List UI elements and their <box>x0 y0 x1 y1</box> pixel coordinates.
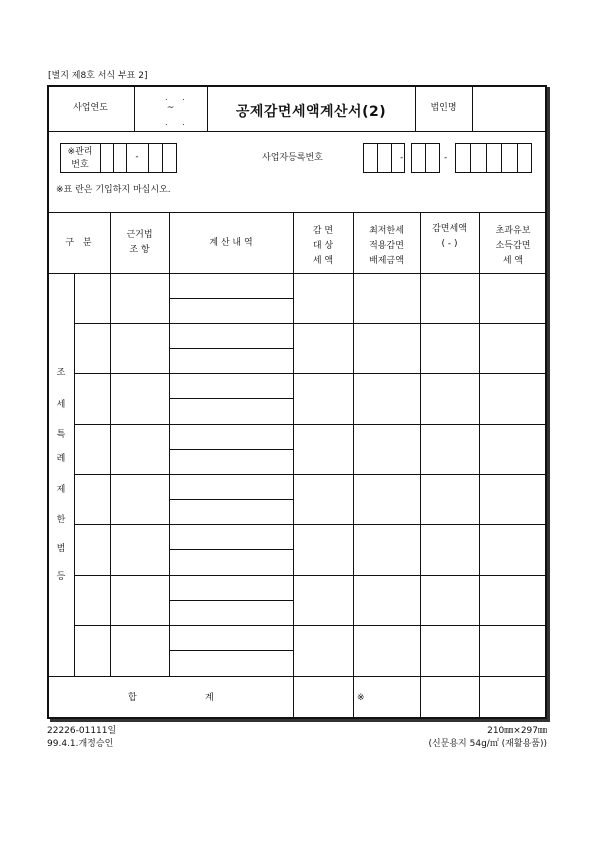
paper-size: 210㎜×297㎜ <box>487 726 547 736</box>
header-bottom-line <box>47 131 547 132</box>
mgmt-no-cell[interactable] <box>149 144 162 172</box>
period-from-dots: . . <box>165 93 191 102</box>
side-label-char: 례 <box>56 454 66 464</box>
frame-shadow-right <box>547 87 550 721</box>
note-text: ※표 란은 기입하지 마십시오. <box>56 185 171 195</box>
frame-shadow-bottom <box>50 719 550 722</box>
col-calc-detail: 계 산 내 역 <box>209 238 253 248</box>
form-title: 공제감면세액계산서(2) <box>235 104 387 120</box>
biz-reg-dash-2: - <box>444 153 448 163</box>
side-label-char: 제 <box>56 485 66 495</box>
total-label-2: 계 <box>205 693 214 703</box>
id-row-bottom-line <box>47 212 547 213</box>
side-label-char: 세 <box>56 400 66 410</box>
form-label: [별지 제8호 서식 부표 2] <box>48 71 148 81</box>
approval-date: 99.4.1.개정승인 <box>47 739 114 749</box>
side-label-char: 한 <box>56 515 66 525</box>
col-legal-basis-2: 조 항 <box>129 245 150 255</box>
col-exempt-target-2: 대 상 <box>312 241 334 251</box>
col-min-tax-3: 배제금액 <box>369 256 404 266</box>
col-min-tax-2: 적용감면 <box>369 241 404 251</box>
col-excess-3: 세 액 <box>502 256 524 266</box>
period-to-dots: . . <box>165 118 191 127</box>
col-category: 구 분 <box>65 238 92 248</box>
side-label-char: 조 <box>56 368 66 378</box>
col-min-tax: 최저한세 <box>369 226 404 236</box>
side-label-char: 등 <box>56 572 66 582</box>
col-legal-basis: 근거법 <box>126 230 153 240</box>
side-label-char: 범 <box>56 544 66 554</box>
biz-reg-label: 사업자등록번호 <box>262 153 323 163</box>
biz-reg-dash-1: - <box>400 153 404 163</box>
mgmt-no-dash: - <box>135 152 139 162</box>
corp-name-field[interactable] <box>473 86 545 130</box>
col-exempt-amount-2: ( - ) <box>441 239 458 249</box>
biz-reg-group-3[interactable] <box>455 143 532 173</box>
period-separator: ~ <box>166 103 175 113</box>
col-excess-2: 소득감면 <box>495 241 531 251</box>
corp-name-label: 법인명 <box>430 103 457 113</box>
total-label: 합 <box>128 693 137 703</box>
side-label-char: 특 <box>56 430 66 440</box>
col-excess: 초과유보 <box>495 226 531 236</box>
biz-reg-group-1[interactable] <box>363 143 405 173</box>
total-row-top-line <box>47 676 547 677</box>
total-mark: ※ <box>357 693 365 703</box>
form-frame <box>47 85 547 719</box>
col-exempt-target: 감 면 <box>312 226 334 236</box>
mgmt-no-label-2: 번호 <box>71 160 89 170</box>
col-exempt-target-3: 세 액 <box>312 256 334 266</box>
form-number: 22226-01111일 <box>47 726 117 736</box>
table-header-bottom-line <box>47 273 547 274</box>
mgmt-no-label: ※관리 <box>67 147 93 157</box>
business-year-label: 사업연도 <box>73 103 108 113</box>
paper-spec: (신문용지 54g/㎡ (재활용품)) <box>428 739 547 749</box>
mgmt-no-cell[interactable] <box>101 144 113 172</box>
col-exempt-amount: 감면세액 <box>432 224 467 234</box>
